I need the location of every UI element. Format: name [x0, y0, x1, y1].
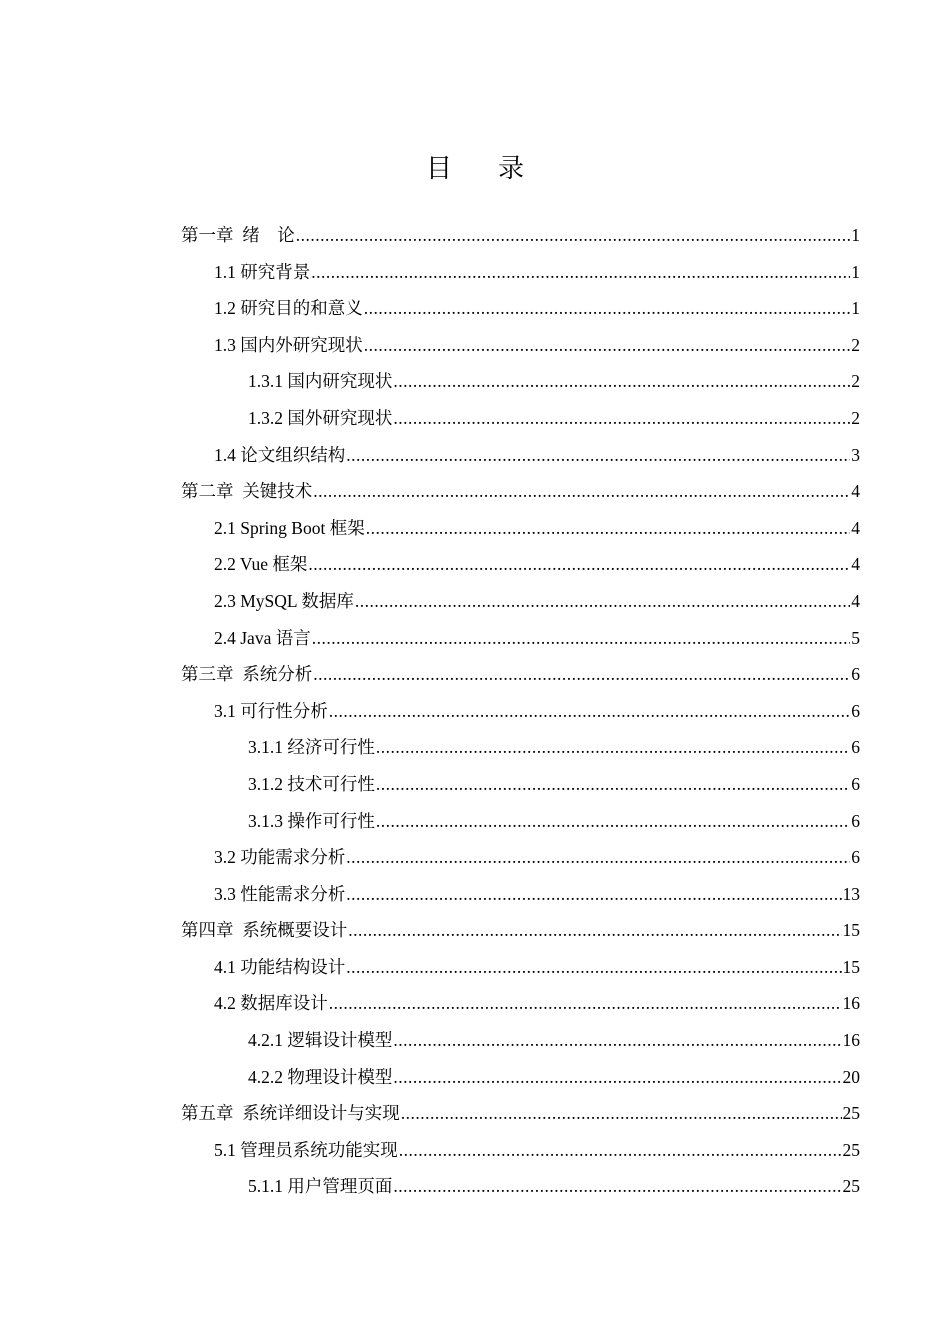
- toc-dot-leader: [364, 290, 851, 327]
- toc-entry-label: 3.1 可行性分析: [214, 700, 328, 721]
- toc-dot-leader: [393, 363, 850, 400]
- toc-entry-page-number: 15: [842, 920, 860, 941]
- toc-dot-leader: [376, 803, 850, 840]
- toc-dot-leader: [313, 473, 850, 510]
- toc-entry-page-number: 6: [851, 847, 860, 868]
- toc-title-char-2: 录: [498, 154, 525, 183]
- toc-entry[interactable]: [181, 1132, 860, 1169]
- toc-title: [0, 148, 950, 185]
- toc-entry[interactable]: [181, 620, 860, 657]
- toc-entry-page-number: 6: [851, 773, 860, 794]
- toc-dot-leader: [355, 583, 850, 620]
- toc-entry[interactable]: [181, 1059, 860, 1096]
- toc-entry-label: 1.2 研究目的和意义: [214, 298, 363, 319]
- toc-entry-label: 4.2.1 逻辑设计模型: [248, 1030, 393, 1051]
- toc-dot-leader: [346, 437, 850, 474]
- toc-dot-leader: [401, 1095, 842, 1132]
- toc-dot-leader: [393, 400, 850, 437]
- toc-entry-page-number: 16: [842, 1030, 860, 1051]
- toc-dot-leader: [348, 912, 841, 949]
- toc-entry[interactable]: [181, 693, 860, 730]
- toc-entry-page-number: 4: [851, 590, 860, 611]
- toc-dot-leader: [393, 1022, 841, 1059]
- toc-entry-page-number: 1: [851, 298, 860, 319]
- toc-entry-page-number: 6: [851, 664, 860, 685]
- toc-dot-leader: [308, 546, 850, 583]
- toc-entry[interactable]: [181, 546, 860, 583]
- toc-entry[interactable]: [181, 363, 860, 400]
- toc-dot-leader: [366, 510, 851, 547]
- toc-entry-label: 4.1 功能结构设计: [214, 956, 346, 977]
- toc-entry-label: 3.3 性能需求分析: [214, 883, 346, 904]
- toc-entry-page-number: 25: [842, 1139, 860, 1160]
- toc-entry[interactable]: [181, 583, 860, 620]
- toc-entry[interactable]: [181, 327, 860, 364]
- toc-entry-label: 3.1.2 技术可行性: [248, 773, 375, 794]
- toc-dot-leader: [346, 839, 850, 876]
- toc-entry-page-number: 6: [851, 810, 860, 831]
- toc-entry[interactable]: [181, 985, 860, 1022]
- toc-entry-label: 1.3.1 国内研究现状: [248, 371, 393, 392]
- toc-dot-leader: [376, 766, 850, 803]
- toc-entry[interactable]: [181, 473, 860, 510]
- toc-entry-page-number: 2: [851, 334, 860, 355]
- toc-dot-leader: [313, 656, 850, 693]
- toc-entry-label: 1.3.2 国外研究现状: [248, 407, 393, 428]
- toc-entry-page-number: 4: [851, 554, 860, 575]
- toc-entry[interactable]: [181, 656, 860, 693]
- toc-entry-label: 1.4 论文组织结构: [214, 444, 346, 465]
- toc-entry-label: 第四章 系统概要设计: [181, 920, 348, 941]
- toc-entry-label: 3.1.1 经济可行性: [248, 737, 375, 758]
- toc-entry-label: 3.2 功能需求分析: [214, 847, 346, 868]
- toc-entry-page-number: 1: [851, 261, 860, 282]
- toc-dot-leader: [311, 254, 850, 291]
- toc-entry-label: 5.1 管理员系统功能实现: [214, 1139, 398, 1160]
- toc-entry[interactable]: [181, 766, 860, 803]
- toc-entry[interactable]: [181, 949, 860, 986]
- toc-entry-label: 第一章 绪 论: [181, 225, 295, 245]
- toc-entry-page-number: 13: [842, 883, 860, 904]
- toc-entry-label: 2.1 Spring Boot 框架: [214, 517, 365, 538]
- toc-entry[interactable]: [181, 1022, 860, 1059]
- toc-entry-page-number: 4: [851, 481, 860, 502]
- table-of-contents: [181, 217, 860, 1205]
- toc-entry-page-number: 4: [851, 517, 860, 538]
- toc-entry-label: 第二章 关键技术: [181, 481, 313, 502]
- toc-dot-leader: [329, 693, 851, 730]
- toc-title-char-1: 目: [425, 154, 452, 183]
- toc-entry-label: 1.1 研究背景: [214, 261, 311, 282]
- toc-entry[interactable]: [181, 510, 860, 547]
- toc-dot-leader: [376, 729, 850, 766]
- toc-entry-page-number: 20: [842, 1066, 860, 1087]
- toc-entry-page-number: 2: [851, 371, 860, 392]
- toc-dot-leader: [329, 985, 842, 1022]
- toc-entry-page-number: 6: [851, 700, 860, 721]
- toc-entry[interactable]: [181, 290, 860, 327]
- toc-dot-leader: [399, 1132, 842, 1169]
- toc-dot-leader: [346, 949, 841, 986]
- toc-entry-label: 2.3 MySQL 数据库: [214, 590, 354, 611]
- toc-dot-leader: [346, 876, 841, 913]
- toc-entry-label: 4.2.2 物理设计模型: [248, 1066, 393, 1087]
- toc-dot-leader: [393, 1059, 841, 1096]
- toc-dot-leader: [393, 1168, 841, 1205]
- toc-entry[interactable]: [181, 1168, 860, 1205]
- toc-entry[interactable]: [181, 1095, 860, 1132]
- toc-dot-leader: [296, 217, 851, 254]
- toc-entry[interactable]: [181, 400, 860, 437]
- toc-entry[interactable]: [181, 729, 860, 766]
- toc-entry-page-number: 16: [842, 993, 860, 1014]
- toc-entry[interactable]: [181, 839, 860, 876]
- toc-entry-label: 2.4 Java 语言: [214, 627, 311, 648]
- toc-entry[interactable]: [181, 217, 860, 254]
- toc-entry[interactable]: [181, 912, 860, 949]
- toc-entry-page-number: 3: [851, 444, 860, 465]
- toc-entry-page-number: 15: [842, 956, 860, 977]
- toc-entry-label: 5.1.1 用户管理页面: [248, 1176, 393, 1197]
- toc-entry[interactable]: [181, 254, 860, 291]
- toc-entry-page-number: 25: [842, 1176, 860, 1197]
- toc-entry-label: 第三章 系统分析: [181, 664, 313, 685]
- toc-entry-label: 第五章 系统详细设计与实现: [181, 1103, 400, 1124]
- toc-entry[interactable]: [181, 876, 860, 913]
- toc-entry-page-number: 25: [842, 1103, 860, 1124]
- toc-entry-page-number: 1: [851, 225, 860, 245]
- toc-dot-leader: [364, 327, 851, 364]
- toc-entry[interactable]: [181, 803, 860, 840]
- toc-entry-label: 1.3 国内外研究现状: [214, 334, 363, 355]
- toc-entry-label: 4.2 数据库设计: [214, 993, 328, 1014]
- toc-entry-page-number: 5: [851, 627, 860, 648]
- toc-dot-leader: [312, 620, 851, 657]
- toc-entry-label: 3.1.3 操作可行性: [248, 810, 375, 831]
- toc-entry[interactable]: [181, 437, 860, 474]
- toc-entry-page-number: 6: [851, 737, 860, 758]
- toc-entry-page-number: 2: [851, 407, 860, 428]
- toc-entry-label: 2.2 Vue 框架: [214, 554, 308, 575]
